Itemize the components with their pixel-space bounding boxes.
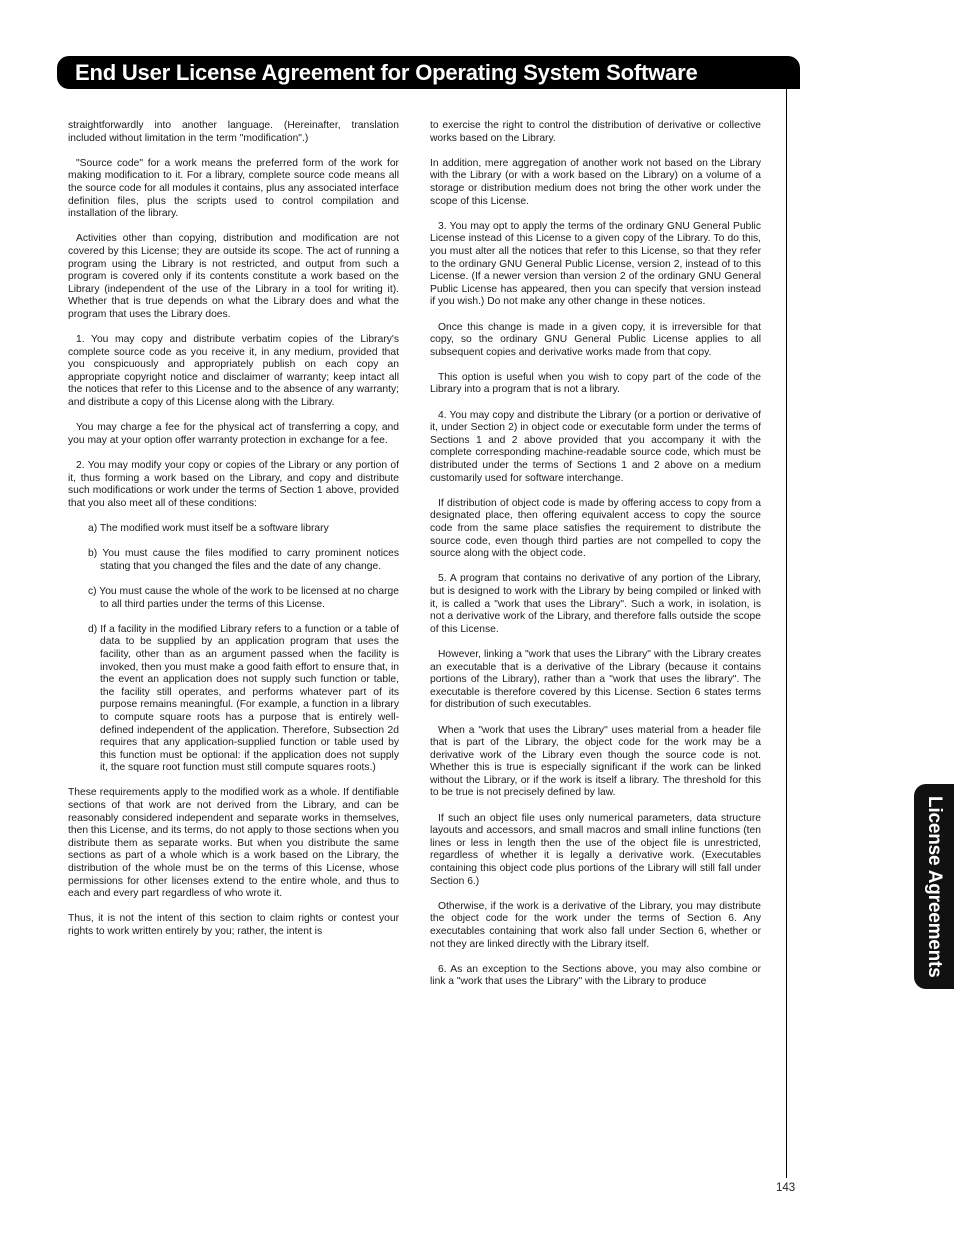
list-item: a) The modified work must itself be a software library bbox=[88, 523, 329, 534]
paragraph: straightforwardly into another language. (Hereinafter, translation included without limitation in the term "modification".) bbox=[68, 120, 399, 144]
page-number: 143 bbox=[776, 1182, 796, 1194]
list-item: d) If a facility in the modified Library refers to a function or a table of data to be supplied by an application program that uses the facility, other than as an argument passed when the facility is invoked, then you must make a good faith effort to ensure that, in the event an application does not supply such function or table, the facility still operates, and performs whatever part of its purpose remains meaningful. (For example, a function in a library to compute square roots has a purpose that is entirely well-defined independent of the application. Therefore, Subsection 2d requires that any application-supplied function or table used by this function must be optional: if the application does not supply it, the square root function must still compute squares roots.) bbox=[88, 623, 399, 774]
header-bar bbox=[57, 56, 800, 89]
paragraph: Once this change is made in a given copy, it is irreversible for that copy, so the ordinary GNU General Public License applies to all subsequent copies and derivative works made from that copy. bbox=[430, 321, 761, 358]
left-column bbox=[68, 120, 399, 951]
section-tab-label: License Agreements bbox=[924, 795, 945, 978]
paragraph: 1. You may copy and distribute verbatim copies of the Library's complete source code as you receive it, in any medium, provided that you conspicuously and appropriately publish on each copy an appropriate copyright notice and disclaimer of warranty; keep intact all the notices that refer to this License and to the absence of any warranty; and distribute a copy of this License along with the Library. bbox=[68, 334, 399, 409]
paragraph: 5. A program that contains no derivative of any portion of the Library, but is designed to work with the Library by being compiled or linked with it, is called a "work that uses the Library". Such a work, in isolation, is not a derivative work of the Library, and therefore falls outside the scope of this License. bbox=[430, 573, 761, 635]
paragraph: In addition, mere aggregation of another work not based on the Library with the Library (or with a work based on the Library) on a volume of a storage or distribution medium does not bring the other work under the scope of this License. bbox=[430, 157, 761, 207]
list-item: c) You must cause the whole of the work to be licensed at no charge to all third parties under the terms of this License. bbox=[88, 585, 399, 610]
paragraph: If distribution of object code is made by offering access to copy from a designated place, then offering equivalent access to copy the source code from the same place satisfies the requirement to distribute the source code, even though third parties are not compelled to copy the source along with the object code. bbox=[430, 497, 761, 560]
section-tab bbox=[914, 784, 954, 989]
paragraph: Activities other than copying, distribution and modification are not covered by this License; they are outside its scope. The act of running a program using the Library is not restricted, and output from such a program is covered only if its contents constitute a work based on the Library (independent of the use of the Library in a tool for writing it). Whether that is true depends on what the Library does and what the program that uses the Library does. bbox=[68, 233, 399, 320]
paragraph: This option is useful when you wish to copy part of the code of the Library into a program that is not a library. bbox=[430, 371, 761, 396]
paragraph: Otherwise, if the work is a derivative of the Library, you may distribute the object code for the work under the terms of Section 6. Any executables containing that work also fall under Section 6, whether or not they are linked directly with the Library itself. bbox=[430, 900, 761, 950]
paragraph: "Source code" for a work means the preferred form of the work for making modification to it. For a library, complete source code means all the source code for all modules it contains, plus any associated interface definition files, plus the scripts used to control compilation and installation of the library. bbox=[68, 157, 399, 220]
paragraph: However, linking a "work that uses the Library" with the Library creates an executable that is a derivative of the Library (because it contains portions of the Library), rather than a "work that uses the library". The executable is therefore covered by this License. Section 6 states terms for distribution of such executables. bbox=[430, 648, 761, 711]
paragraph: 3. You may opt to apply the terms of the ordinary GNU General Public License instead of this License to a given copy of the Library. To do this, you must alter all the notices that refer to this License, so that they refer to the ordinary GNU General Public License, version 2, instead of to this License. (If a newer version than version 2 of the ordinary GNU General Public License has appeared, then you can specify that version instead if you wish.) Do not make any other change in these notices. bbox=[430, 220, 761, 308]
list-item: b) You must cause the files modified to carry prominent notices stating that you changed the files and the date of any change. bbox=[88, 548, 399, 572]
paragraph: to exercise the right to control the distribution of derivative or collective works based on the Library. bbox=[430, 120, 761, 144]
paragraph: 4. You may copy and distribute the Library (or a portion or derivative of it, under Section 2) in object code or executable form under the terms of Sections 1 and 2 above provided that you accompany it with the complete corresponding machine-readable source code, which must be distributed under the terms of Sections 1 and 2 above on a medium customarily used for software interchange. bbox=[430, 409, 761, 484]
paragraph: These requirements apply to the modified work as a whole. If dentifiable sections of that work are not derived from the Library, and can be reasonably considered independent and separate works in themselves, then this License, and its terms, do not apply to those sections when you distribute them as separate works. But when you distribute the same sections as part of a whole which is a work based on the Library, the distribution of the whole must be on the terms of this License, whose permissions for other licenses extend to the entire whole, and thus to each and every part regardless of who wrote it. bbox=[68, 787, 399, 900]
paragraph: 2. You may modify your copy or copies of the Library or any portion of it, thus forming a work based on the Library, and copy and distribute such modifications or work under the terms of Section 1 above, provided that you also meet all of these conditions: bbox=[68, 460, 399, 509]
paragraph: You may charge a fee for the physical act of transferring a copy, and you may at your option offer warranty protection in exchange for a fee. bbox=[68, 422, 399, 446]
page-title: End User License Agreement for Operating System Software bbox=[75, 59, 698, 85]
vertical-divider bbox=[786, 89, 787, 1178]
paragraph: Thus, it is not the intent of this section to claim rights or contest your rights to work written entirely by you; rather, the intent is bbox=[68, 913, 399, 937]
paragraph: If such an object file uses only numerical parameters, data structure layouts and accessors, and small macros and small inline functions (ten lines or less in length then the use of the object file is unrestricted, regardless of whether it is legally a derivative work. (Executables containing this object code plus portions of the Library will still fall under Section 6.) bbox=[430, 812, 761, 887]
right-column bbox=[430, 120, 761, 1002]
paragraph: 6. As an exception to the Sections above, you may also combine or link a "work that uses the Library" with the Library to produce bbox=[430, 963, 761, 988]
paragraph: When a "work that uses the Library" uses material from a header file that is part of the Library, the object code for the work may be a derivative work of the Library even though the source code is not. Whether this is true is especially significant if the work can be linked without the Library, or if the work is itself a library. The threshold for this to be true is not precisely defined by law. bbox=[430, 724, 761, 799]
